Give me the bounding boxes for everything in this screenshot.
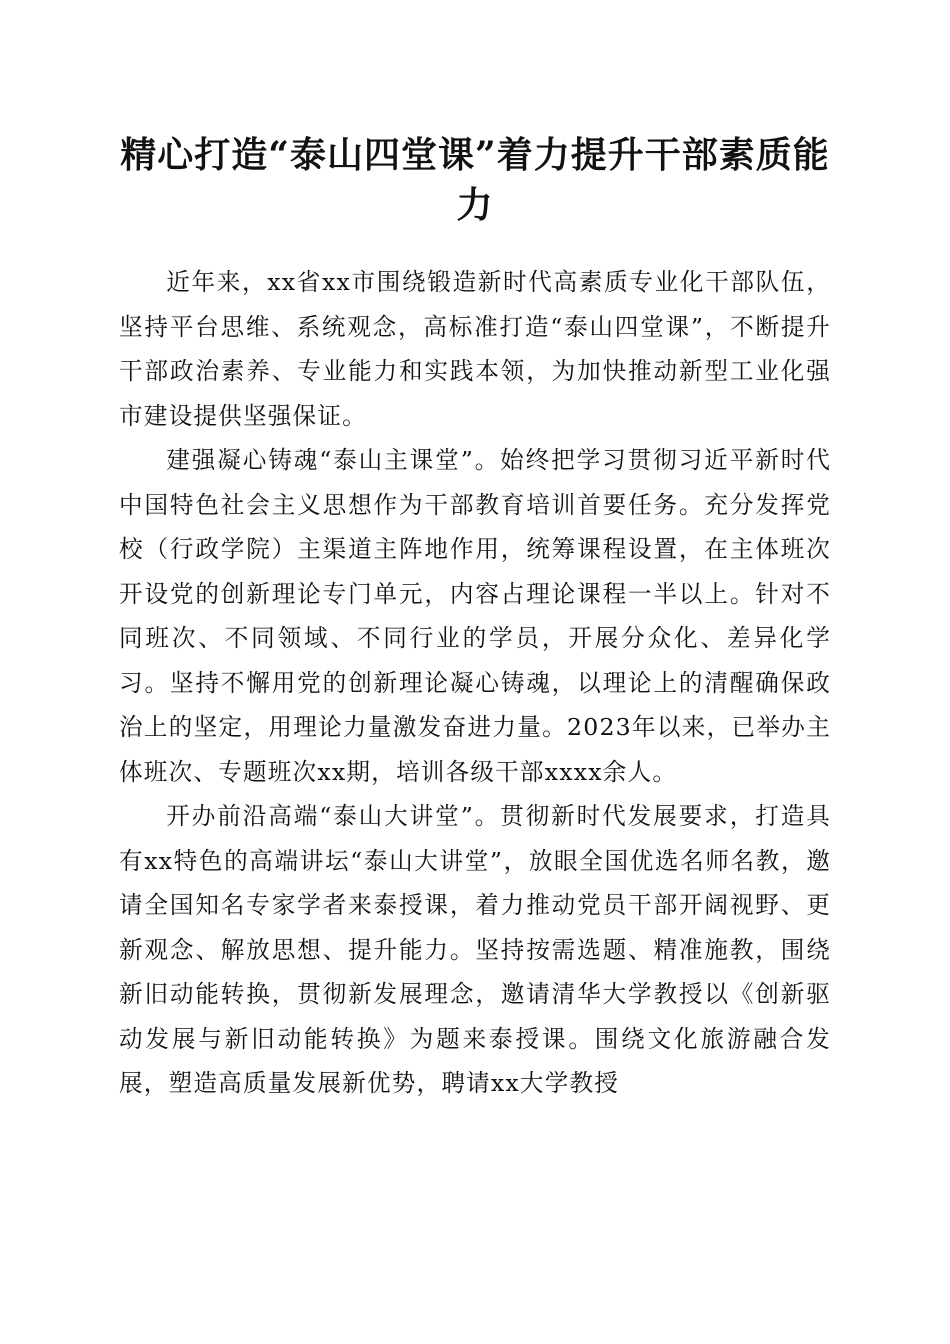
paragraph-lecture-hall: 开办前沿高端“泰山大讲堂”。贯彻新时代发展要求，打造具有xx特色的高端讲坛“泰山大讲堂”，放眼全国优选名师名教，邀请全国知名专家学者来泰授课，着力推动党员干部开阔视野、更新观念、解放思想、提升能力。坚持按需选题、精准施教，围绕新旧动能转换，贯彻新发展理念，邀请清华大学教授以《创新驱动发展与新旧动能转换》为题来泰授课。围绕文化旅游融合发展，塑造高质量发展新优势，聘请xx大学教授 — [119, 802, 831, 1097]
document-title: 精心打造“泰山四堂课”着力提升干部素质能力 — [120, 134, 830, 226]
paragraph-main-classroom: 建强凝心铸魂“泰山主课堂”。始终把学习贯彻习近平新时代中国特色社会主义思想作为干部教育培训首要任务。充分发挥党校（行政学院）主渠道主阵地作用，统筹课程设置，在主体班次开设党的创新理论专门单元，内容占理论课程一半以上。针对不同班次、不同领域、不同行业的学员，开展分众化、差异化学习。坚持不懈用党的创新理论凝心铸魂，以理论上的清醒确保政治上的坚定，用理论力量激发奋进力量。2023年以来，已举办主体班次、专题班次xx期，培训各级干部xxxx余人。 — [119, 446, 831, 786]
document-body — [119, 260, 831, 1106]
paragraph-intro: 近年来，xx省xx市围绕锻造新时代高素质专业化干部队伍，坚持平台思维、系统观念，高标准打造“泰山四堂课”，不断提升干部政治素养、专业能力和实践本领，为加快推动新型工业化强市建设提供坚强保证。 — [119, 268, 831, 430]
